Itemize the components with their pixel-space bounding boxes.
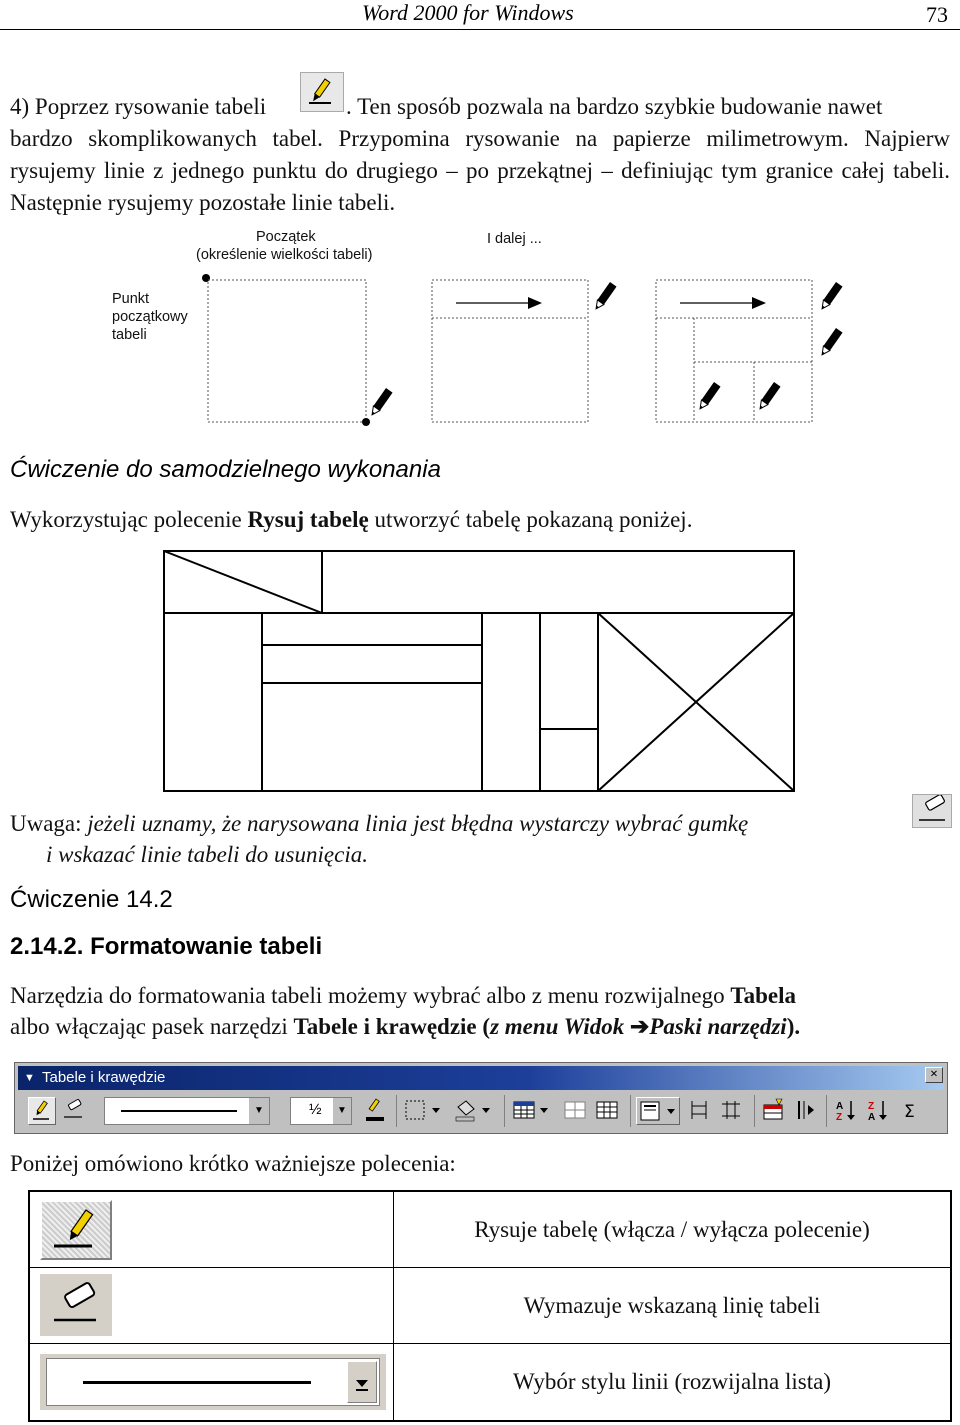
distribute-columns-button[interactable] bbox=[718, 1097, 746, 1125]
insert-table-button[interactable] bbox=[510, 1097, 554, 1125]
table-row bbox=[30, 1344, 950, 1420]
header-title: Word 2000 for Windows bbox=[362, 0, 574, 25]
step2-frame bbox=[432, 280, 588, 422]
table-autoformat-button[interactable] bbox=[760, 1097, 788, 1125]
eraser-button[interactable] bbox=[60, 1097, 88, 1125]
exercise-text: Wykorzystując polecenie Rysuj tabelę utworzyć tabelę pokazaną poniżej. bbox=[10, 507, 693, 532]
commands-intro: Poniżej omówiono krótko ważniejsze polecenia: bbox=[10, 1151, 456, 1176]
line-weight-select[interactable]: ½ ▼ bbox=[290, 1097, 352, 1125]
label-point-3: tabeli bbox=[112, 327, 147, 343]
draw-steps-diagram bbox=[190, 262, 870, 432]
exercise-heading: Ćwiczenie do samodzielnego wykonania bbox=[10, 456, 441, 483]
exercise-ref: Ćwiczenie 14.2 bbox=[10, 886, 173, 913]
toolbar-buttons-row bbox=[18, 1093, 944, 1131]
svg-text:Z: Z bbox=[868, 1101, 875, 1112]
arrow-icon bbox=[752, 297, 766, 309]
svg-text:Σ: Σ bbox=[904, 1102, 915, 1122]
arrow-icon bbox=[528, 297, 542, 309]
pencil-icon bbox=[757, 382, 781, 411]
shading-color-button[interactable] bbox=[452, 1097, 496, 1125]
arrow-right-icon: ➔ bbox=[630, 1014, 650, 1039]
pencil-icon bbox=[819, 328, 843, 357]
line-style-select[interactable] bbox=[104, 1097, 270, 1125]
step3-frame bbox=[656, 280, 812, 422]
sort-ascending-button[interactable] bbox=[832, 1097, 860, 1125]
eraser-description: Wymazuje wskazaną linię tabeli bbox=[523, 1292, 821, 1318]
tables-borders-toolbar bbox=[14, 1062, 948, 1134]
section-heading: 2.14.2. Formatowanie tabeli bbox=[10, 933, 323, 960]
end-point bbox=[362, 418, 370, 426]
table-row bbox=[30, 1268, 950, 1344]
draw-table-button[interactable] bbox=[28, 1097, 56, 1125]
toolbar-menu-icon[interactable]: ▼ bbox=[24, 1072, 35, 1084]
exercise-table-drawing bbox=[162, 549, 798, 795]
step1-frame bbox=[208, 280, 366, 422]
eraser-icon bbox=[40, 1274, 112, 1336]
sort-descending-button[interactable] bbox=[864, 1097, 892, 1125]
align-button[interactable] bbox=[636, 1097, 680, 1125]
note-line-2: i wskazać linie tabeli do usunięcia. bbox=[46, 842, 368, 867]
section-para-line-2: albo włączając pasek narzędzi Tabele i krawędzie (z menu Widok ➔Paski narzędzi). bbox=[10, 1014, 801, 1039]
draw-table-icon bbox=[40, 1200, 112, 1260]
autosum-button[interactable] bbox=[898, 1097, 926, 1125]
svg-text:Z: Z bbox=[836, 1112, 843, 1123]
pencil-icon bbox=[819, 282, 843, 311]
intro-line-1-suffix: . Ten sposób pozwala na bardzo szybkie budowanie nawet bbox=[346, 94, 883, 119]
pencil-icon bbox=[697, 382, 721, 411]
border-color-button[interactable] bbox=[362, 1097, 390, 1125]
svg-text:A: A bbox=[868, 1112, 876, 1123]
label-point-2: początkowy bbox=[112, 309, 188, 325]
toolbar-title: Tabele i krawędzie bbox=[42, 1069, 166, 1086]
merge-cells-button[interactable] bbox=[562, 1097, 590, 1125]
distribute-rows-button[interactable] bbox=[686, 1097, 714, 1125]
label-next: I dalej ... bbox=[487, 231, 542, 247]
page-number: 73 bbox=[926, 2, 948, 27]
eraser-icon bbox=[912, 794, 952, 828]
pencil-icon bbox=[369, 388, 393, 417]
chevron-down-icon bbox=[347, 1361, 377, 1403]
table-row bbox=[30, 1192, 950, 1268]
line-style-dropdown bbox=[40, 1354, 386, 1410]
change-text-direction-button[interactable] bbox=[792, 1097, 820, 1125]
draw-table-icon bbox=[300, 72, 344, 112]
section-para-line-1: Narzędzia do formatowania tabeli możemy wybrać albo z menu rozwijalnego Tabela bbox=[10, 983, 796, 1008]
draw-table-description: Rysuje tabelę (włącza / wyłącza polecenie) bbox=[474, 1216, 870, 1242]
start-point bbox=[202, 274, 210, 282]
label-point-1: Punkt bbox=[112, 291, 150, 307]
chevron-down-icon[interactable]: ▼ bbox=[249, 1098, 269, 1124]
line-style-description: Wybór stylu linii (rozwijalna lista) bbox=[513, 1369, 831, 1394]
svg-text:A: A bbox=[836, 1101, 844, 1112]
commands-table bbox=[28, 1190, 952, 1422]
split-cells-button[interactable] bbox=[594, 1097, 622, 1125]
pencil-icon bbox=[593, 282, 617, 311]
page-header bbox=[0, 0, 960, 30]
intro-prefix: 4) Poprzez rysowanie tabeli bbox=[10, 94, 267, 119]
intro-rest: bardzo skomplikowanych tabel. Przypomina rysowanie na papierze milimetrowym. Najpierw rysujemy linie z jednego punktu do drugiego – po przekątnej – definiując tym granice całej tabeli. Następnie rysujemy pozostałe linie tabeli. bbox=[10, 126, 950, 215]
note-line-1: Uwaga: jeżeli uznamy, że narysowana linia jest błędna wystarczy wybrać gumkę bbox=[10, 811, 749, 836]
borders-button[interactable] bbox=[402, 1097, 446, 1125]
label-start-2: (określenie wielkości tabeli) bbox=[196, 247, 373, 263]
label-start-1: Początek bbox=[256, 229, 316, 245]
toolbar-title-bar bbox=[18, 1066, 944, 1090]
chevron-down-icon[interactable]: ▼ bbox=[333, 1098, 351, 1124]
toolbar-close-button[interactable]: × bbox=[925, 1067, 943, 1083]
